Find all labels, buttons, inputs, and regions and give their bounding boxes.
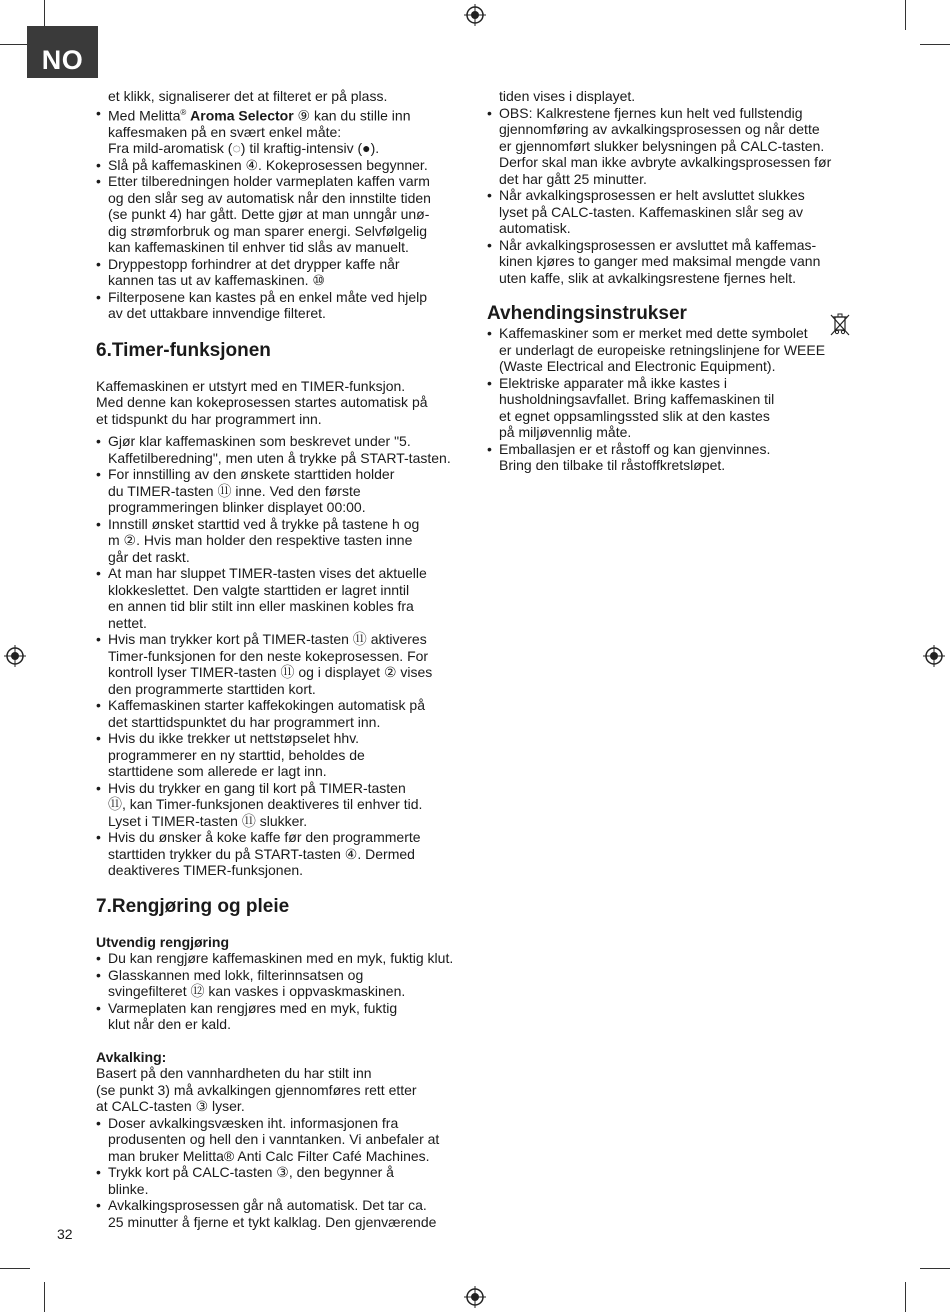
crop-mark xyxy=(0,1268,30,1269)
text-line: Kaffetilberedning", men uten å trykke på START-tasten. xyxy=(108,449,451,466)
crop-mark xyxy=(920,44,950,45)
text-line: Timer-funksjonen for den neste kokeprosessen. For xyxy=(108,647,429,664)
registration-mark-icon xyxy=(464,1286,486,1308)
registration-mark-icon xyxy=(464,4,486,26)
text-line: (se punkt 4) har gått. Dette gjør at man unngår unø- xyxy=(108,206,430,223)
text-line: et egnet oppsamlingssted slik at den kastes xyxy=(499,407,770,424)
text-line: det starttidspunktet du har programmert inn. xyxy=(108,713,381,730)
subheading-exterior: Utvendig rengjøring xyxy=(96,933,229,950)
text-line: programmeringen blinker displayet 00:00. xyxy=(108,499,366,516)
crop-mark xyxy=(44,1282,45,1312)
subheading-descaling: Avkalking: xyxy=(96,1048,167,1065)
text-line: • Doser avkalkingsvæsken iht. informasjonen fra xyxy=(108,1114,399,1131)
text-line: kan kaffemaskinen til enhver tid slås av manuelt. xyxy=(108,239,409,256)
text-line: et tidspunkt du har programmert inn. xyxy=(96,410,322,427)
text-line: at CALC-tasten ③ lyser. xyxy=(96,1098,245,1115)
text-line: • Når avkalkingsprosessen er avsluttet må kaffemas- xyxy=(499,236,817,253)
bullet-item xyxy=(96,173,466,256)
text-line: tiden vises i displayet. xyxy=(499,88,636,104)
bullet-item xyxy=(96,516,466,566)
text-line: av det uttakbare innvendige filteret. xyxy=(108,305,326,322)
text-line: starttiden trykker du på START-tasten ④. Dermed xyxy=(108,845,415,862)
bullet-item xyxy=(96,730,466,780)
text-line: • Emballasjen er et råstoff og kan gjenvinnes. xyxy=(499,440,771,457)
bullet-item xyxy=(96,256,466,289)
text-line: deaktiveres TIMER-funksjonen. xyxy=(108,862,304,879)
text-line: kontroll lyser TIMER-tasten ⑪ og i displayet ② vises xyxy=(108,664,433,681)
bullet-list xyxy=(487,105,857,287)
text-line: ⑪, kan Timer-funksjonen deaktiveres til enhver tid. xyxy=(108,796,423,813)
text-line: • OBS: Kalkrestene fjernes kun helt ved fullstendig xyxy=(499,104,803,121)
right-column xyxy=(487,88,857,474)
text-line: produsenten og hell den i vanntanken. Vi anbefaler at xyxy=(108,1131,440,1148)
bullet-item xyxy=(487,237,857,287)
bullet-item xyxy=(96,565,466,631)
text-line: • Hvis du ikke trekker ut nettstøpselet hhv. xyxy=(108,730,360,747)
paragraph xyxy=(96,378,466,428)
registration-mark-icon xyxy=(4,645,26,667)
text-line: kinen kjøres to ganger med maksimal mengde vann xyxy=(499,253,821,269)
text-line: • Avkalkingsprosessen går nå automatisk. Det tar ca. xyxy=(108,1197,427,1214)
crop-mark xyxy=(905,1282,906,1312)
bullet-item xyxy=(96,289,466,322)
section-heading-disposal: Avhendingsinstrukser xyxy=(487,303,687,324)
text-line: Med denne kan kokeprosessen startes automatisk på xyxy=(96,394,428,411)
bullet-list xyxy=(96,433,466,879)
text-line: dig strømforbruk og man sparer energi. Selvfølgelig xyxy=(108,222,428,239)
text-line: gjennomføring av avkalkingsprosessen og når dette xyxy=(499,121,820,137)
bullet-item xyxy=(96,105,466,157)
text-line: • Dryppestopp forhindrer at det drypper kaffe når xyxy=(108,255,400,272)
text-line: 25 minutter å fjerne et tykt kalklag. Den gjenværende xyxy=(108,1213,437,1230)
text-line: man bruker Melitta® Anti Calc Filter Café Machines. xyxy=(108,1147,430,1164)
crop-mark xyxy=(905,0,906,30)
bullet-item xyxy=(96,829,466,879)
text-line: Bring den tilbake til råstoffkretsløpet. xyxy=(499,457,726,473)
bullet-item xyxy=(96,950,466,967)
text-line: kannen tas ut av kaffemaskinen. ⑩ xyxy=(108,272,325,289)
text-line: klokkeslettet. Den valgte starttiden er lagret inntil xyxy=(108,581,410,598)
bullet-item xyxy=(96,697,466,730)
text-line: (Waste Electrical and Electronic Equipment). xyxy=(499,358,776,374)
text-line: husholdningsavfallet. Bring kaffemaskinen til xyxy=(499,391,775,407)
bullet-item xyxy=(96,157,466,174)
text-line: (se punkt 3) må avkalkingen gjennomføres rett etter xyxy=(96,1081,417,1098)
text-line: • Hvis du ønsker å koke kaffe før den programmerte xyxy=(108,829,421,846)
bullet-item xyxy=(487,441,857,474)
text-line: på miljøvennlig måte. xyxy=(499,424,632,440)
text-line: klut når den er kald. xyxy=(108,1016,231,1033)
text-line: • Gjør klar kaffemaskinen som beskrevet under "5. xyxy=(108,433,411,450)
crop-mark xyxy=(0,44,30,45)
bullet-item xyxy=(96,1000,466,1033)
bullet-item xyxy=(96,1164,466,1197)
text-line: er gjennomført slukker belysningen på CALC-tasten. xyxy=(499,137,825,154)
bullet-list xyxy=(96,105,466,322)
text-line: en annen tid blir stilt inn eller maskinen kobles fra xyxy=(108,598,414,615)
text-line: • Filterposene kan kastes på en enkel måte ved hjelp xyxy=(108,288,428,305)
text-line: • Kaffemaskinen starter kaffekokingen automatisk på xyxy=(108,697,425,714)
text-line: Kaffemaskinen er utstyrt med en TIMER-funksjon. xyxy=(96,377,406,394)
text-line: svingefilteret ⑫ kan vaskes i oppvaskmaskinen. xyxy=(108,983,406,1000)
left-column xyxy=(96,88,466,1230)
text-line: går det raskt. xyxy=(108,548,190,565)
bullet-item xyxy=(96,631,466,697)
text-line: kaffesmaken på en svært enkel måte: xyxy=(108,123,342,140)
text-line: Derfor skal man ikke avbryte avkalkingsprosessen før xyxy=(499,154,832,170)
bullet-list xyxy=(487,325,857,474)
text-line: uten kaffe, slik at avkalkingsrestene fjernes helt. xyxy=(499,269,797,286)
section-heading-timer: 6.Timer-funksjonen xyxy=(96,339,271,361)
text-line: lyset på CALC-tasten. Kaffemaskinen slår seg av xyxy=(499,203,804,220)
bullet-item xyxy=(96,433,466,466)
section-heading-cleaning: 7.Rengjøring og pleie xyxy=(96,895,290,917)
text-line: automatisk. xyxy=(499,220,571,236)
intro-text xyxy=(96,88,466,105)
text-line: • Innstill ønsket starttid ved å trykke på tastene h og xyxy=(108,515,420,532)
crossed-bin-icon xyxy=(828,312,852,338)
text-line: • Glasskannen med lokk, filterinnsatsen og xyxy=(108,966,364,983)
text-line: • Varmeplaten kan rengjøres med en myk, fuktig xyxy=(108,999,398,1016)
text-line: • At man har sluppet TIMER-tasten vises det aktuelle xyxy=(108,565,427,582)
text-line: • Trykk kort på CALC-tasten ③, den begynner å xyxy=(108,1164,394,1181)
text-line: nettet. xyxy=(108,614,147,631)
bullet-item xyxy=(96,466,466,516)
text-line: • Hvis du trykker en gang til kort på TIMER-tasten xyxy=(108,779,406,796)
text-line: er underlagt de europeiske retningslinjene for WEEE xyxy=(499,341,826,358)
bullet-item xyxy=(487,105,857,188)
text-line: et klikk, signaliserer det at filteret er på plass. xyxy=(108,88,388,104)
crop-mark xyxy=(920,1268,950,1269)
text-line: • Etter tilberedningen holder varmeplaten kaffen varm xyxy=(108,173,430,190)
text-line: • Du kan rengjøre kaffemaskinen med en myk, fuktig klut. xyxy=(108,950,454,967)
text-line: Basert på den vannhardheten du har stilt inn xyxy=(96,1065,372,1082)
bullet-item xyxy=(487,325,857,375)
text-line: m ②. Hvis man holder den respektive tasten inne xyxy=(108,532,413,549)
bullet-list xyxy=(96,1115,466,1231)
bullet-item xyxy=(96,780,466,830)
text-line: • Med Melitta® Aroma Selector ⑨ kan du stille inn xyxy=(108,107,411,124)
paragraph xyxy=(96,1065,466,1115)
text-line: • Hvis man trykker kort på TIMER-tasten ⑪ aktiveres xyxy=(108,631,427,648)
registration-mark-icon xyxy=(923,645,945,667)
text-line: starttidene som allerede er lagt inn. xyxy=(108,763,327,780)
text-line: programmerer en ny starttid, beholdes de xyxy=(108,746,365,763)
text-line: • Slå på kaffemaskinen ④. Kokeprosessen begynner. xyxy=(108,156,428,173)
text-line: blinke. xyxy=(108,1180,149,1197)
text-line: • Elektriske apparater må ikke kastes i xyxy=(499,374,727,391)
text-line: og den slår seg av automatisk når den innstilte tiden xyxy=(108,189,431,206)
text-line: • Kaffemaskiner som er merket med dette symbolet xyxy=(499,325,808,341)
bullet-item xyxy=(96,1197,466,1230)
text-line: Lyset i TIMER-tasten ⑪ slukker. xyxy=(108,812,308,829)
bullet-item xyxy=(487,375,857,441)
text-line: den programmerte starttiden kort. xyxy=(108,680,316,697)
continued-text xyxy=(487,88,857,105)
text-line: • For innstilling av den ønskete starttiden holder xyxy=(108,466,395,483)
text-line: Fra mild-aromatisk (◌) til kraftig-intensiv (●). xyxy=(108,140,380,157)
page-number: 32 xyxy=(57,1226,73,1242)
language-badge: NO xyxy=(27,26,98,78)
text-line: du TIMER-tasten ⑪ inne. Ved den første xyxy=(108,482,361,499)
text-line: det har gått 25 minutter. xyxy=(499,170,647,187)
bullet-item xyxy=(96,1115,466,1165)
text-line: • Når avkalkingsprosessen er helt avsluttet slukkes xyxy=(499,187,805,203)
bullet-item xyxy=(487,187,857,237)
bullet-list xyxy=(96,950,466,1033)
bullet-item xyxy=(96,967,466,1000)
